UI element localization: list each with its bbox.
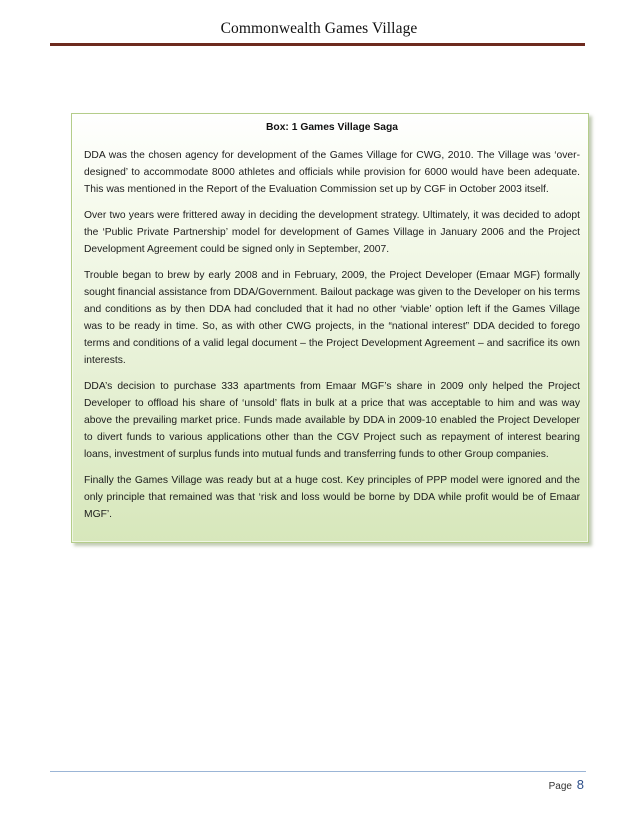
- header-divider: [50, 43, 585, 46]
- box-paragraph: DDA was the chosen agency for development of the Games Village for CWG, 2010. The Village was ‘over-designed’ to accommodate 8000 athletes and officials while provision for 6000 would have been adequate. This was mentioned in the Report of the Evaluation Commission set up by CGF in October 2003 itself.: [84, 150, 580, 195]
- page-header-title: Commonwealth Games Village: [220, 20, 418, 37]
- page-label: Page: [548, 781, 572, 792]
- box-title: Box: 1 Games Village Saga: [265, 122, 398, 133]
- box-paragraph: Trouble began to brew by early 2008 and in February, 2009, the Project Developer (Emaar MGF) formally sought financial assistance from DDA/Government. Bailout package was given to the Developer on his terms and conditions as by then DDA had concluded that it had no other ‘viable’ option left if the Games Village was to be ready in time. So, as with other CWG projects, in the “national interest” DDA decided to forego terms and conditions of a valid legal document – the Project Development Agreement – and sacrifice its own interests.: [84, 270, 580, 366]
- box-paragraph: Finally the Games Village was ready but at a huge cost. Key principles of PPP model were ignored and the only principle that remained was that ‘risk and loss would be borne by DDA while profit would be of Emaar MGF’.: [84, 475, 580, 520]
- page-number-value: 8: [576, 777, 584, 792]
- box-paragraph: DDA’s decision to purchase 333 apartments from Emaar MGF’s share in 2009 only helped the Project Developer to offload his share of ‘unsold’ flats in bulk at a price that was acceptable to him and was way above the prevailing market price. Funds made available by DDA in 2009-10 enabled the Project Developer to divert funds to various applications other than the CGV Project such as repayment of interest bearing loans, investment of surplus funds into mutual funds and transferring funds to other Group companies.: [84, 381, 580, 460]
- text-box: [71, 113, 589, 543]
- box-paragraph: Over two years were frittered away in deciding the development strategy. Ultimately, it was decided to adopt the ‘Public Private Partnership’ model for development of Games Village in January 2006 and the Project Development Agreement could be signed only in September, 2007.: [84, 210, 580, 255]
- footer-divider: [50, 771, 586, 772]
- page-number: [549, 777, 584, 792]
